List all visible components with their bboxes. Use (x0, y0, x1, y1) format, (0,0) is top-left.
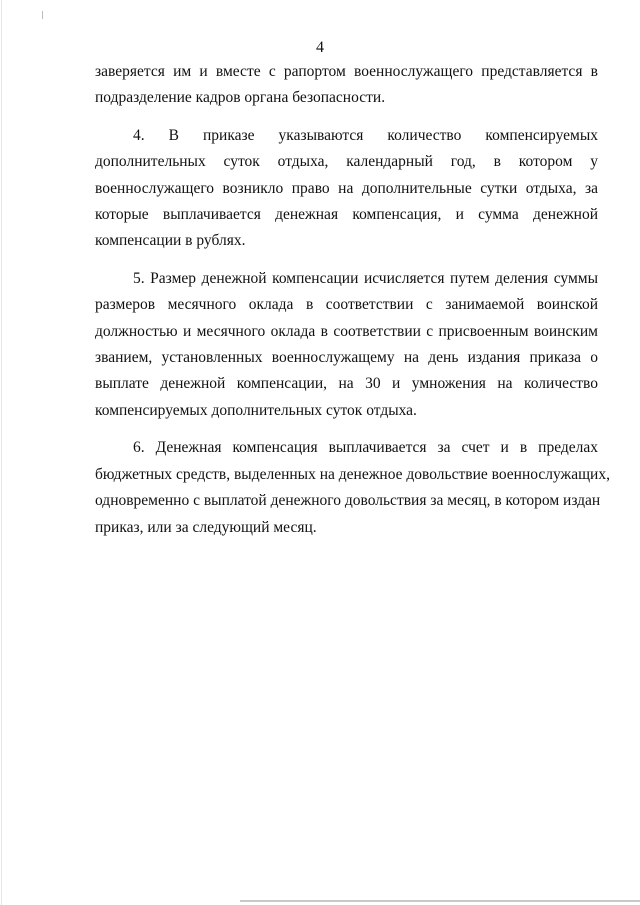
text-line: заверяется им и вместе с рапортом военнослужащего представляется в (95, 63, 598, 80)
text-line: выплате денежной компенсации, на 30 и умножения на количество (95, 375, 598, 393)
text-line: приказ, или за следующий месяц. (95, 518, 317, 536)
paragraph-item-4 (95, 123, 598, 255)
paragraph-continuation (95, 59, 598, 112)
text-line: одновременно с выплатой денежного довольствия за месяц, в котором издан (95, 492, 601, 510)
document-body (95, 59, 610, 541)
text-line: 5. Размер денежной компенсации исчисляется путем деления суммы (133, 269, 598, 287)
text-line: которые выплачивается денежная компенсация, и сумма денежной (95, 206, 598, 224)
paragraph-item-6 (95, 435, 610, 541)
text-line: компенсации в рублях. (95, 232, 246, 250)
text-line: званием, установленных военнослужащему на день издания приказа о (95, 349, 598, 367)
text-line: военнослужащего возникло право на дополнительные сутки отдыха, за (95, 179, 598, 197)
text-line: размеров месячного оклада в соответствии с занимаемой воинской (95, 296, 598, 314)
text-line: подразделение кадров органа безопасности. (95, 89, 386, 107)
text-line: 4. В приказе указываются количество компенсируемых (133, 126, 598, 144)
text-line: дополнительных суток отдыха, календарный год, в котором у (95, 153, 598, 171)
text-line: компенсируемых дополнительных суток отдыха. (95, 401, 417, 419)
text-line: должностью и месячного оклада в соответствии с присвоенным воинским (95, 322, 598, 340)
scan-corner-mark (42, 11, 43, 19)
text-line: бюджетных средств, выделенных на денежное довольствие военнослужащих, (95, 465, 610, 483)
scan-left-edge (1, 0, 2, 905)
text-line: 6. Денежная компенсация выплачивается за счет и в пределах (133, 439, 598, 457)
paragraph-item-5 (95, 266, 598, 424)
page-number: 4 (316, 39, 324, 56)
scan-bottom-edge (240, 900, 640, 902)
